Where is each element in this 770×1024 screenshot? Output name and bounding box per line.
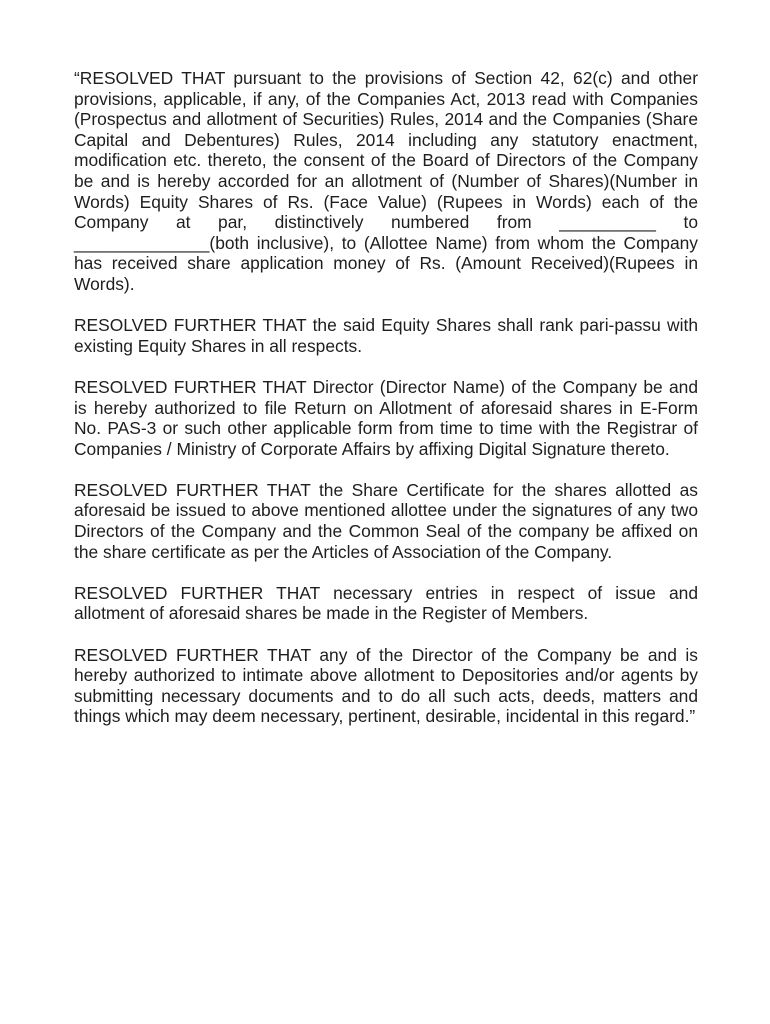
resolution-paragraph: RESOLVED FURTHER THAT the said Equity Shares shall rank pari-passu with existing Equity Shares in all respects. [74, 315, 698, 356]
resolution-paragraph: “RESOLVED THAT pursuant to the provisions of Section 42, 62(c) and other provisions, applicable, if any, of the Companies Act, 2013 read with Companies (Prospectus and allotment of Securities) Rules, 2014 and the Companies (Share Capital and Debentures) Rules, 2014 including any statutory enactment, modification etc. thereto, the consent of the Board of Directors of the Company be and is hereby accorded for an allotment of (Number of Shares)(Number in Words) Equity Shares of Rs. (Face Value) (Rupees in Words) each of the Company at par, distinctively numbered from __________ to ______________(both inclusive), to (Allottee Name) from whom the Company has received share application money of Rs. (Amount Received)(Rupees in Words). [74, 68, 698, 294]
resolution-paragraph: RESOLVED FURTHER THAT necessary entries in respect of issue and allotment of aforesaid shares be made in the Register of Members. [74, 582, 698, 624]
resolution-paragraph: RESOLVED FURTHER THAT any of the Director of the Company be and is hereby authorized to intimate above allotment to Depositories and/or agents by submitting necessary documents and to do all such acts, deeds, matters and things which may deem necessary, pertinent, desirable, incidental in this regard.” [74, 644, 698, 727]
document-page [74, 68, 698, 748]
resolution-paragraph: RESOLVED FURTHER THAT the Share Certificate for the shares allotted as aforesaid be issued to above mentioned allottee under the signatures of any two Directors of the Company and the Common Seal of the company be affixed on the share certificate as per the Articles of Association of the Company. [74, 479, 698, 562]
resolution-paragraph: RESOLVED FURTHER THAT Director (Director Name) of the Company be and is hereby authorized to file Return on Allotment of aforesaid shares in E-Form No. PAS-3 or such other applicable form from time to time with the Registrar of Companies / Ministry of Corporate Affairs by affixing Digital Signature thereto. [74, 376, 698, 459]
